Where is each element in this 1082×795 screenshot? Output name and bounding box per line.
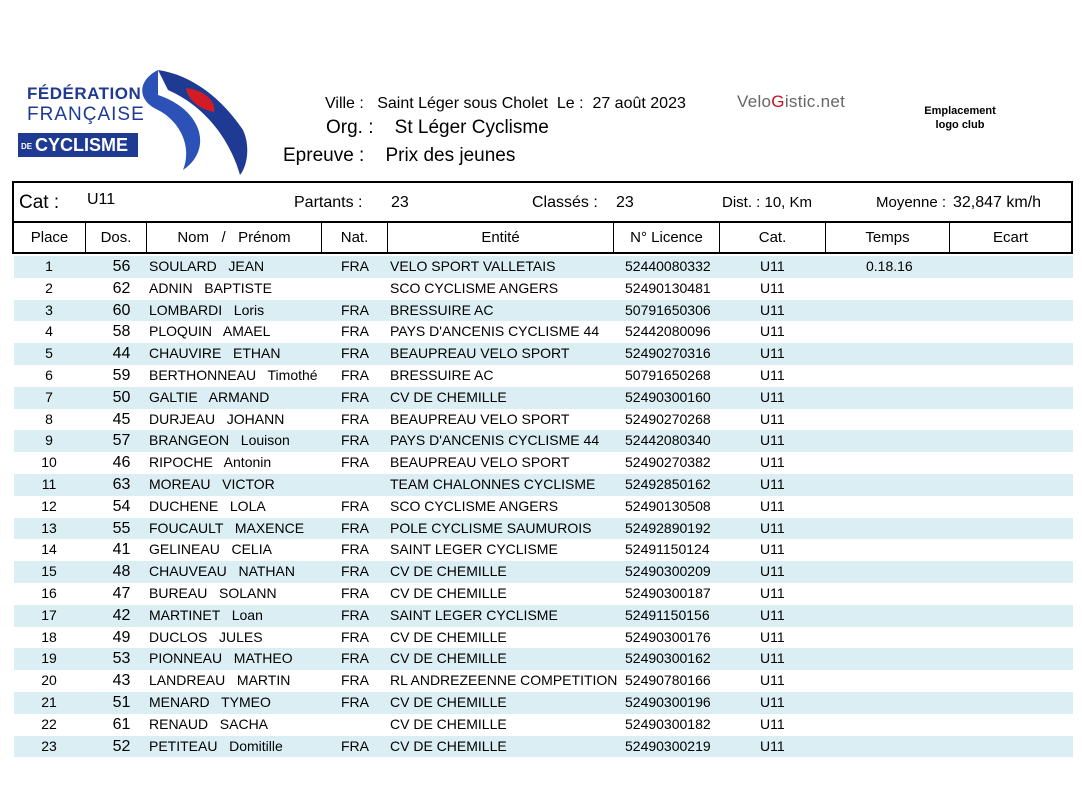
federation-name-line3 xyxy=(18,133,138,157)
cell-cat: U11 xyxy=(760,323,785,340)
cell-nom: RENAUD SACHA xyxy=(149,715,269,732)
table-row xyxy=(14,714,1073,736)
cell-nat: FRA xyxy=(341,563,369,580)
cell-dos: 57 xyxy=(112,432,131,450)
table-row xyxy=(14,496,1073,518)
cell-cat: U11 xyxy=(760,388,785,405)
cell-dos: 52 xyxy=(112,737,131,755)
col-dos: Dos. xyxy=(86,223,147,252)
cell-licence: 52490300160 xyxy=(625,388,711,405)
cell-nat: FRA xyxy=(341,388,369,405)
cell-entite: BRESSUIRE AC xyxy=(390,301,494,318)
distance: Dist. : 10, Km xyxy=(722,194,813,211)
cell-place: 13 xyxy=(41,519,57,536)
cell-place: 12 xyxy=(41,497,57,514)
cell-entite: PAYS D'ANCENIS CYCLISME 44 xyxy=(390,432,600,449)
cell-entite: SAINT LEGER CYCLISME xyxy=(390,606,558,623)
cell-licence: 52490300196 xyxy=(625,693,711,710)
table-row xyxy=(14,387,1073,409)
cell-nom: DURJEAU JOHANN xyxy=(149,410,285,427)
cell-place: 3 xyxy=(45,301,53,318)
cell-licence: 52492890192 xyxy=(625,519,711,536)
col-temps: Temps xyxy=(826,223,950,252)
cell-nom: GALTIE ARMAND xyxy=(149,388,270,405)
cell-entite: CV DE CHEMILLE xyxy=(390,584,507,601)
cell-nom: BERTHONNEAU Timothé xyxy=(149,366,318,383)
cell-dos: 44 xyxy=(112,345,131,363)
cell-nom: BRANGEON Louison xyxy=(149,432,290,449)
cell-nom: BUREAU SOLANN xyxy=(149,584,277,601)
cell-cat: U11 xyxy=(760,606,785,623)
ville-value: Saint Léger sous Cholet xyxy=(377,95,548,112)
col-place: Place xyxy=(14,223,86,252)
cell-nom: SOULARD JEAN xyxy=(149,258,265,274)
cell-cat: U11 xyxy=(760,345,785,362)
cell-dos: 43 xyxy=(112,672,131,690)
cell-nom: CHAUVEAU NATHAN xyxy=(149,563,295,580)
cell-dos: 48 xyxy=(112,563,131,581)
cell-dos: 59 xyxy=(112,366,131,384)
cell-licence: 52492850162 xyxy=(625,475,711,492)
cell-nat: FRA xyxy=(341,410,369,427)
table-row xyxy=(14,583,1073,605)
cell-nom: PETITEAU Domitille xyxy=(149,737,283,754)
table-row xyxy=(14,365,1073,387)
table-row xyxy=(14,692,1073,714)
ville-label: Ville : xyxy=(325,95,364,112)
cell-nat: FRA xyxy=(341,366,369,383)
cell-dos: 47 xyxy=(112,584,131,602)
table-row xyxy=(14,539,1073,561)
cell-nat: FRA xyxy=(341,628,369,645)
col-licence: N° Licence xyxy=(614,223,720,252)
cell-dos: 49 xyxy=(112,628,131,646)
cell-nat: FRA xyxy=(341,584,369,601)
cell-licence: 52490300182 xyxy=(625,715,711,732)
cell-dos: 63 xyxy=(112,475,131,493)
cell-licence: 52442080096 xyxy=(625,323,711,340)
cell-licence: 52490270382 xyxy=(625,454,711,471)
cell-nom: PLOQUIN AMAEL xyxy=(149,323,271,340)
club-logo-line2: logo club xyxy=(935,119,985,131)
federation-cyclisme: CYCLISME xyxy=(35,135,129,155)
cell-place: 4 xyxy=(45,323,53,340)
cell-place: 16 xyxy=(41,584,57,601)
cell-place: 15 xyxy=(41,563,57,580)
brand-part1: Velo xyxy=(737,92,772,111)
date-value: 27 août 2023 xyxy=(592,95,686,112)
cell-place: 2 xyxy=(45,279,53,296)
cell-licence: 52490300209 xyxy=(625,563,711,580)
classes-label: Classés : xyxy=(532,194,598,211)
cell-licence: 52491150124 xyxy=(625,541,710,558)
ville-line xyxy=(325,95,686,113)
cell-place: 5 xyxy=(45,345,53,362)
org-label: Org. : xyxy=(326,117,374,138)
cell-place: 19 xyxy=(41,650,57,667)
cell-entite: TEAM CHALONNES CYCLISME xyxy=(390,475,596,492)
table-row xyxy=(14,474,1073,496)
results-table-body xyxy=(14,256,1073,757)
date-label: Le : xyxy=(556,95,584,112)
cell-nom: ADNIN BAPTISTE xyxy=(149,279,272,296)
table-row xyxy=(14,278,1073,300)
cell-licence: 52440080332 xyxy=(625,258,711,274)
cell-licence: 52490780166 xyxy=(625,672,711,689)
federation-name-line2: FRANÇAISE xyxy=(27,104,145,125)
cell-licence: 52490270316 xyxy=(625,345,711,362)
cell-entite: CV DE CHEMILLE xyxy=(390,693,507,710)
cell-cat: U11 xyxy=(760,258,785,274)
cell-cat: U11 xyxy=(760,519,785,536)
cell-entite: CV DE CHEMILLE xyxy=(390,650,507,667)
partants-label: Partants : xyxy=(294,194,363,211)
cell-dos: 56 xyxy=(112,258,131,275)
cell-nat: FRA xyxy=(341,323,369,340)
cell-nom: GELINEAU CELIA xyxy=(149,541,272,558)
cell-dos: 61 xyxy=(112,715,131,733)
federation-de: DE xyxy=(21,141,33,151)
cell-licence: 52491150156 xyxy=(625,606,710,623)
cell-nom: MENARD TYMEO xyxy=(149,693,271,710)
cell-place: 23 xyxy=(41,737,57,754)
table-row xyxy=(14,452,1073,474)
cell-nat: FRA xyxy=(341,454,369,471)
cell-dos: 51 xyxy=(112,693,131,711)
cell-entite: BEAUPREAU VELO SPORT xyxy=(390,345,570,362)
cell-nom: FOUCAULT MAXENCE xyxy=(149,519,305,536)
cell-nom: MOREAU VICTOR xyxy=(149,475,275,492)
cell-nat: FRA xyxy=(341,301,369,318)
cell-dos: 50 xyxy=(112,388,131,406)
cell-place: 20 xyxy=(41,672,57,689)
cell-licence: 50791650306 xyxy=(625,301,711,318)
epreuve-line xyxy=(283,145,515,167)
cell-licence: 52490270268 xyxy=(625,410,711,427)
cell-cat: U11 xyxy=(760,693,785,710)
cell-nat: FRA xyxy=(341,737,369,754)
cell-nat: FRA xyxy=(341,693,369,710)
cell-cat: U11 xyxy=(760,541,785,558)
cell-dos: 58 xyxy=(112,323,131,341)
classes-value: 23 xyxy=(616,194,634,211)
cell-nom: LANDREAU MARTIN xyxy=(149,672,291,689)
cell-entite: CV DE CHEMILLE xyxy=(390,715,507,732)
table-row xyxy=(14,430,1073,452)
cell-place: 18 xyxy=(41,628,57,645)
cell-place: 21 xyxy=(41,693,57,710)
cell-entite: RL ANDREZEENNE COMPETITION xyxy=(390,672,618,689)
cell-place: 10 xyxy=(41,454,57,471)
cell-place: 6 xyxy=(45,366,53,383)
cell-cat: U11 xyxy=(760,628,785,645)
club-logo-placeholder xyxy=(905,104,1015,132)
cell-entite: SAINT LEGER CYCLISME xyxy=(390,541,558,558)
table-row xyxy=(14,256,1073,278)
cell-dos: 62 xyxy=(112,279,131,297)
moyenne-label: Moyenne : xyxy=(876,194,947,211)
cell-dos: 42 xyxy=(112,606,131,624)
table-row xyxy=(14,627,1073,649)
cell-dos: 41 xyxy=(112,541,131,559)
table-row xyxy=(14,605,1073,627)
cell-nom: CHAUVIRE ETHAN xyxy=(149,345,281,362)
cell-licence: 52490130481 xyxy=(625,279,711,296)
cell-nat: FRA xyxy=(341,345,369,362)
brand-part2: G xyxy=(771,92,785,111)
cell-cat: U11 xyxy=(760,366,785,383)
cell-dos: 46 xyxy=(112,454,131,472)
cell-cat: U11 xyxy=(760,475,785,492)
cell-nom: DUCLOS JULES xyxy=(149,628,263,645)
cell-nom: DUCHENE LOLA xyxy=(149,497,266,514)
col-cat: Cat. xyxy=(720,223,826,252)
cell-nom: PIONNEAU MATHEO xyxy=(149,650,293,667)
cell-cat: U11 xyxy=(760,410,785,427)
table-row xyxy=(14,736,1073,758)
epreuve-value: Prix des jeunes xyxy=(385,145,516,166)
col-nom-prenom: Nom / Prénom xyxy=(147,223,322,252)
race-summary xyxy=(12,181,1073,223)
federation-name-line1: FÉDÉRATION xyxy=(27,84,142,103)
cell-place: 9 xyxy=(45,432,53,449)
cell-place: 22 xyxy=(41,715,57,732)
col-entite: Entité xyxy=(388,223,614,252)
cell-entite: POLE CYCLISME SAUMUROIS xyxy=(390,519,592,536)
cell-entite: CV DE CHEMILLE xyxy=(390,563,507,580)
cell-dos: 55 xyxy=(112,519,131,537)
cell-cat: U11 xyxy=(760,432,785,449)
cell-licence: 52490130508 xyxy=(625,497,711,514)
cell-nom: MARTINET Loan xyxy=(149,606,263,623)
cell-place: 17 xyxy=(41,606,57,623)
cell-licence: 52490300176 xyxy=(625,628,711,645)
cell-entite: SCO CYCLISME ANGERS xyxy=(390,497,559,514)
table-row xyxy=(14,300,1073,322)
cat-value: U11 xyxy=(87,191,116,208)
cell-nom: LOMBARDI Loris xyxy=(149,301,265,318)
cell-nat: FRA xyxy=(341,258,369,274)
cell-cat: U11 xyxy=(760,672,785,689)
table-row xyxy=(14,648,1073,670)
club-logo-line1: Emplacement xyxy=(924,105,996,117)
cell-nat: FRA xyxy=(341,541,369,558)
cell-entite: BEAUPREAU VELO SPORT xyxy=(390,410,570,427)
cell-entite: CV DE CHEMILLE xyxy=(390,388,507,405)
cell-dos: 60 xyxy=(112,301,131,319)
cell-licence: 50791650268 xyxy=(625,366,711,383)
partants-value: 23 xyxy=(391,194,409,211)
cell-entite: CV DE CHEMILLE xyxy=(390,628,507,645)
table-row xyxy=(14,409,1073,431)
cell-entite: CV DE CHEMILLE xyxy=(390,737,507,754)
cell-entite: BRESSUIRE AC xyxy=(390,366,494,383)
cell-place: 8 xyxy=(45,410,53,427)
cell-cat: U11 xyxy=(760,563,785,580)
cell-nat: FRA xyxy=(341,672,369,689)
cell-cat: U11 xyxy=(760,454,785,471)
moyenne-value: 32,847 km/h xyxy=(953,194,1042,211)
cell-nat: FRA xyxy=(341,497,369,514)
cell-place: 1 xyxy=(45,258,53,274)
table-row xyxy=(14,670,1073,692)
col-ecart: Ecart xyxy=(992,229,1028,246)
cell-place: 7 xyxy=(45,388,53,405)
table-row xyxy=(14,343,1073,365)
cell-entite: SCO CYCLISME ANGERS xyxy=(390,279,559,296)
col-nat: Nat. xyxy=(322,223,388,252)
cell-cat: U11 xyxy=(760,650,785,667)
cell-cat: U11 xyxy=(760,715,785,732)
cell-nat: FRA xyxy=(341,650,369,667)
cell-cat: U11 xyxy=(760,301,785,318)
results-column-header xyxy=(12,223,1073,254)
cell-licence: 52490300187 xyxy=(625,584,711,601)
org-value: St Léger Cyclisme xyxy=(394,117,549,138)
cell-dos: 45 xyxy=(112,410,131,428)
cell-place: 14 xyxy=(41,541,57,558)
cell-entite: BEAUPREAU VELO SPORT xyxy=(390,454,570,471)
table-row xyxy=(14,561,1073,583)
cell-entite: PAYS D'ANCENIS CYCLISME 44 xyxy=(390,323,600,340)
table-row xyxy=(14,321,1073,343)
table-row xyxy=(14,518,1073,540)
brand-part3: istic.net xyxy=(784,92,846,111)
cat-label: Cat : xyxy=(19,192,60,213)
cell-cat: U11 xyxy=(760,737,785,754)
cell-nat: FRA xyxy=(341,432,369,449)
cell-licence: 52490300162 xyxy=(625,650,711,667)
cell-cat: U11 xyxy=(760,497,785,514)
cell-place: 11 xyxy=(41,475,57,492)
org-line xyxy=(326,117,549,139)
cell-entite: VELO SPORT VALLETAIS xyxy=(390,258,556,274)
cell-temps: 0.18.16 xyxy=(866,258,913,274)
cell-licence: 52442080340 xyxy=(625,432,711,449)
cell-nat: FRA xyxy=(341,519,369,536)
cell-cat: U11 xyxy=(760,279,785,296)
cell-licence: 52490300219 xyxy=(625,737,711,754)
velogistic-brand xyxy=(737,92,845,112)
cell-dos: 53 xyxy=(112,650,131,668)
cell-cat: U11 xyxy=(760,584,785,601)
cell-nat: FRA xyxy=(341,606,369,623)
cell-dos: 54 xyxy=(112,497,131,515)
cell-nom: RIPOCHE Antonin xyxy=(149,454,272,471)
epreuve-label: Epreuve : xyxy=(283,145,365,166)
